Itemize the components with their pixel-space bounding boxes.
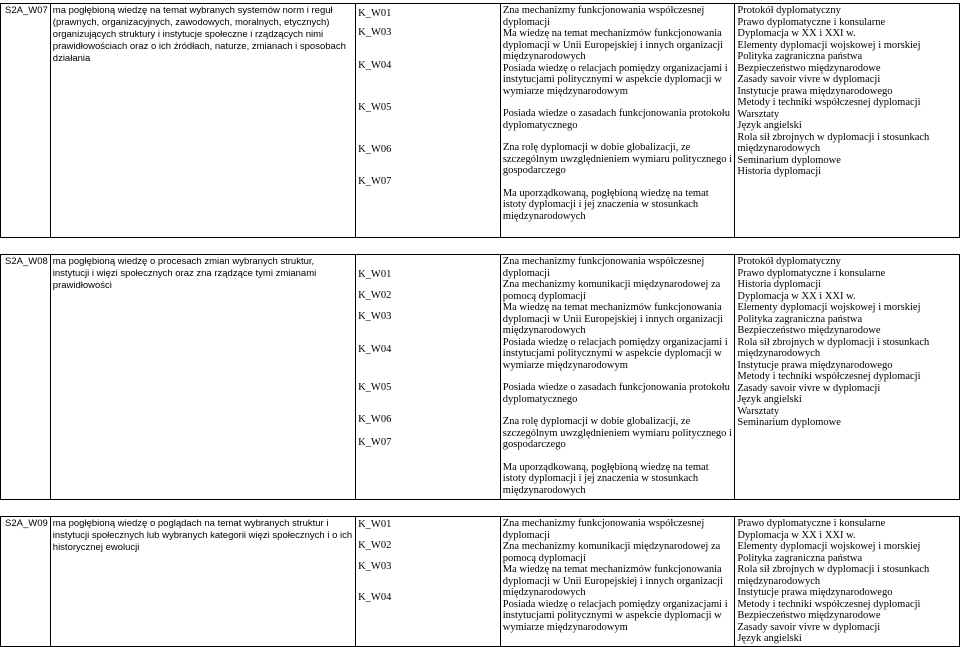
course-name: Protokół dyplomatyczny [737,256,841,267]
course-name: Historia dyplomacji [737,279,822,290]
module-outcome: Ma uporządkowaną, pogłębioną wiedzę na temat istoty dyplomacji i jej znaczenia w stosunkach międzynarodowych [502,461,709,496]
course-name: Polityka zagraniczna państwa [737,51,863,62]
outcome-table-w09 [0,516,960,647]
reference-code: K_W01 [358,519,392,530]
reference-code: K_W03 [358,561,392,572]
course-list-cell [735,255,960,500]
module-outcome: Ma wiedzę na temat mechanizmów funkcjonowania dyplomacji w Unii Europejskiej i innych organizacji międzynarodowych [502,28,724,62]
reference-codes-cell [356,4,501,238]
course-name: Warsztaty [737,108,780,120]
course-name: Zasady savoir vivre w dyplomacji [737,621,881,633]
course-name: Rola sił zbrojnych w dyplomacji i stosunkach międzynarodowych [737,131,930,154]
reference-code: K_W04 [358,344,392,355]
reference-code: K_W01 [358,269,392,280]
learning-outcomes-cell [500,4,735,238]
table-row [1,4,960,238]
module-outcome: Zna mechanizmy funkcjonowania współczesnej dyplomacji [502,518,705,541]
module-outcome: Zna mechanizmy komunikacji międzynarodowej za pomocą dyplomacji [502,279,721,302]
course-name: Seminarium dyplomowe [737,154,841,166]
reference-codes-cell [356,517,501,647]
module-outcome: Zna rolę dyplomacji w dobie globalizacji, ze szczególnym uwzględnieniem wymiaru politycznego i gospodarczego [502,142,732,176]
module-outcome: Zna mechanizmy funkcjonowania współczesnej dyplomacji [502,256,705,279]
module-outcome: Zna rolę dyplomacji w dobie globalizacji, ze szczególnym uwzględnieniem wymiaru politycznego i gospodarczego [502,416,732,450]
course-name: Bezpieczeństwo międzynarodowe [737,610,881,621]
course-name: Język angielski [737,120,802,131]
module-outcome: Zna mechanizmy funkcjonowania współczesnej dyplomacji [502,5,705,28]
module-outcome: Ma uporządkowaną, pogłębioną wiedzę na temat istoty dyplomacji i jej znaczenia w stosunkach międzynarodowych [502,187,709,222]
course-name: Warsztaty [737,405,780,417]
outcome-description: ma pogłębioną wiedzę na temat wybranych systemów norm i reguł (prawnych, organizacyjnych, zawodowych, moralnych, etycznych) organizujących struktury i instytucje społeczne i rządzących nimi prawidłowościach oraz o ich źródłach, naturze, zmianach i sposobach działania [50,4,355,238]
outcome-table-w07 [0,3,960,238]
reference-code: K_W03 [358,311,392,322]
course-name: Seminarium dyplomowe [737,417,841,428]
course-name: Zasady savoir vivre w dyplomacji [737,74,881,85]
course-name: Instytucje prawa międzynarodowego [737,359,893,371]
course-name: Elementy dyplomacji wojskowej i morskiej [737,302,921,313]
course-name: Elementy dyplomacji wojskowej i morskiej [737,39,921,51]
course-name: Rola sił zbrojnych w dyplomacji i stosunkach międzynarodowych [737,336,930,359]
learning-outcomes-cell [500,517,735,647]
reference-code: K_W03 [358,27,392,38]
course-name: Dyplomacja w XX i XXI w. [737,529,856,541]
course-name: Elementy dyplomacji wojskowej i morskiej [737,541,921,552]
reference-code: K_W05 [358,102,392,113]
outcome-description: ma pogłębioną wiedzę o poglądach na temat wybranych struktur i instytucji społecznych lub wybranych kategorii więzi społecznych i o ich historycznej ewolucji [50,517,355,647]
reference-code: K_W04 [358,592,392,603]
course-name: Język angielski [737,394,802,405]
reference-code: K_W02 [358,290,392,301]
module-outcome: Ma wiedzę na temat mechanizmów funkcjonowania dyplomacji w Unii Europejskiej i innych organizacji międzynarodowych [502,564,724,598]
course-name: Historia dyplomacji [737,166,822,177]
course-name: Polityka zagraniczna państwa [737,313,863,325]
reference-code: K_W01 [358,8,392,19]
course-name: Dyplomacja w XX i XXI w. [737,290,856,302]
module-outcome: Zna mechanizmy komunikacji międzynarodowej za pomocą dyplomacji [502,541,721,564]
module-outcome: Posiada wiedzę o relacjach pomiędzy organizacjami i instytucjami politycznymi w aspekcie dyplomacji w wymiarze międzynarodowym [502,598,728,633]
module-outcome: Ma wiedzę na temat mechanizmów funkcjonowania dyplomacji w Unii Europejskiej i innych organizacji międzynarodowych [502,302,724,336]
learning-outcomes-cell [500,255,735,500]
table-row [1,517,960,647]
course-name: Dyplomacja w XX i XXI w. [737,28,856,39]
outcome-code: S2A_W07 [1,4,51,238]
course-name: Prawo dyplomatyczne i konsularne [737,16,886,28]
course-list-cell [735,517,960,647]
reference-code: K_W06 [358,144,392,155]
outcome-code: S2A_W09 [1,517,51,647]
course-name: Metody i techniki współczesnej dyplomacji [737,97,921,108]
reference-code: K_W07 [358,437,392,448]
outcome-table-w08 [0,254,960,500]
reference-code: K_W02 [358,540,392,551]
reference-code: K_W06 [358,414,392,425]
course-name: Metody i techniki współczesnej dyplomacji [737,598,921,610]
course-name: Bezpieczeństwo międzynarodowe [737,62,881,74]
course-name: Bezpieczeństwo międzynarodowe [737,325,881,336]
course-name: Protokół dyplomatyczny [737,5,841,16]
reference-code: K_W04 [358,60,392,71]
reference-code: K_W07 [358,176,392,187]
outcome-description: ma pogłębioną wiedzę o procesach zmian wybranych struktur, instytucji i więzi społecznych oraz zna rządzące tymi zmianami prawidłowości [50,255,355,500]
course-name: Język angielski [737,633,802,644]
table-row [1,255,960,500]
course-name: Prawo dyplomatyczne i konsularne [737,518,886,529]
course-list-cell [735,4,960,238]
course-name: Rola sił zbrojnych w dyplomacji i stosunkach międzynarodowych [737,564,930,587]
course-name: Metody i techniki współczesnej dyplomacji [737,371,921,382]
course-name: Prawo dyplomatyczne i konsularne [737,267,886,279]
module-outcome: Posiada wiedzę o relacjach pomiędzy organizacjami i instytucjami politycznymi w aspekcie dyplomacji w wymiarze międzynarodowym [502,336,728,371]
course-name: Polityka zagraniczna państwa [737,552,863,564]
outcome-code: S2A_W08 [1,255,51,500]
course-name: Instytucje prawa międzynarodowego [737,587,893,598]
reference-codes-cell [356,255,501,500]
module-outcome: Posiada wiedzę o relacjach pomiędzy organizacjami i instytucjami politycznymi w aspekcie dyplomacji w wymiarze międzynarodowym [502,62,728,97]
module-outcome: Posiada wiedze o zasadach funkcjonowania protokołu dyplomatycznego [502,382,730,405]
module-outcome: Posiada wiedze o zasadach funkcjonowania protokołu dyplomatycznego [502,108,730,131]
reference-code: K_W05 [358,382,392,393]
course-name: Zasady savoir vivre w dyplomacji [737,382,881,394]
course-name: Instytucje prawa międzynarodowego [737,85,893,97]
